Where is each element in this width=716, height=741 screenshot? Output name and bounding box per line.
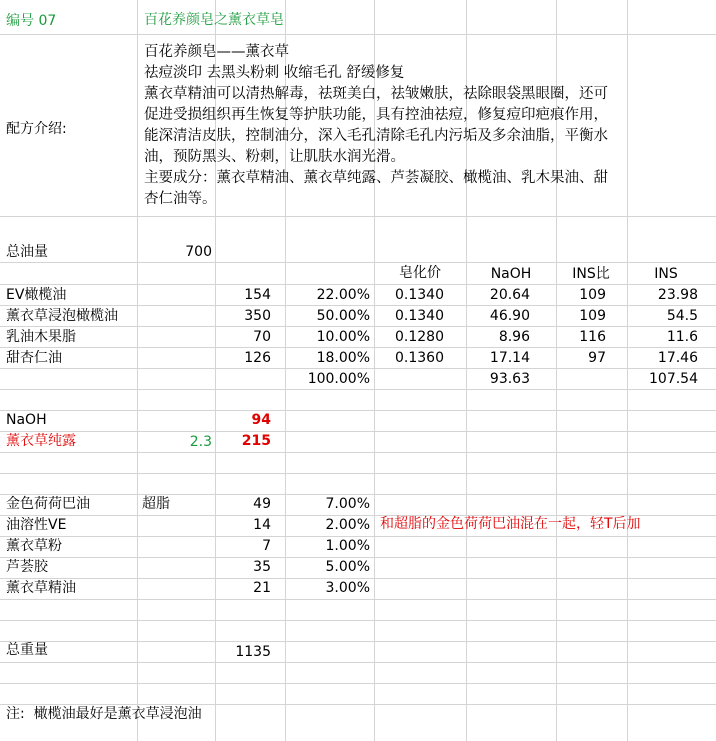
row-gridline xyxy=(0,368,716,369)
oil-sap-value[interactable]: 0.1340 xyxy=(395,287,444,303)
additive-percent[interactable]: 7.00% xyxy=(325,496,370,512)
recipe-id[interactable]: 编号 07 xyxy=(6,13,57,29)
oil-percent[interactable]: 22.00% xyxy=(316,287,370,303)
recipe-line: 祛痘淡印 去黑头粉刺 收缩毛孔 舒缓修复 xyxy=(144,65,405,81)
additive-percent[interactable]: 2.00% xyxy=(325,517,370,533)
header-sap[interactable]: 皂化价 xyxy=(399,265,441,281)
row-gridline xyxy=(0,641,716,642)
total-weight-value[interactable]: 1135 xyxy=(235,644,271,660)
row-gridline xyxy=(0,683,716,684)
oil-naoh[interactable]: 46.90 xyxy=(489,308,530,324)
header-ins[interactable]: INS xyxy=(654,266,678,282)
row-gridline xyxy=(0,305,716,306)
column-gridline xyxy=(137,0,138,741)
total-pct[interactable]: 100.00% xyxy=(307,371,370,387)
additive-grams[interactable]: 49 xyxy=(253,496,271,512)
oil-sap-value[interactable]: 0.1360 xyxy=(395,350,444,366)
oil-naoh[interactable]: 8.96 xyxy=(498,329,530,345)
additive-name[interactable]: 薰衣草精油 xyxy=(6,580,76,596)
oil-name[interactable]: 甜杏仁油 xyxy=(6,350,62,366)
additive-percent[interactable]: 1.00% xyxy=(325,538,370,554)
oil-name[interactable]: 乳油木果脂 xyxy=(6,329,76,345)
footnote[interactable]: 注: 橄榄油最好是薰衣草浸泡油 xyxy=(6,706,202,722)
row-gridline xyxy=(0,216,716,217)
oil-grams[interactable]: 126 xyxy=(244,350,271,366)
recipe-label[interactable]: 配方介绍: xyxy=(6,121,67,137)
recipe-line: 油，预防黑头、粉刺，让肌肤水润光滑。 xyxy=(144,149,405,165)
additive-name[interactable]: 薰衣草粉 xyxy=(6,538,62,554)
oil-ins-ratio[interactable]: 109 xyxy=(579,287,606,303)
row-gridline xyxy=(0,662,716,663)
total-oil-label[interactable]: 总油量 xyxy=(6,244,48,260)
total-ins[interactable]: 107.54 xyxy=(649,371,698,387)
oil-ins[interactable]: 17.46 xyxy=(657,350,698,366)
recipe-line: 杏仁油等。 xyxy=(144,191,217,207)
oil-ins-ratio[interactable]: 97 xyxy=(588,350,606,366)
oil-grams[interactable]: 154 xyxy=(244,287,271,303)
additive-name[interactable]: 金色荷荷巴油 xyxy=(6,496,90,512)
row-gridline xyxy=(0,620,716,621)
oil-naoh[interactable]: 17.14 xyxy=(489,350,530,366)
row-gridline xyxy=(0,284,716,285)
additive-grams[interactable]: 21 xyxy=(253,580,271,596)
additive-note[interactable]: 和超脂的金色荷荷巴油混在一起，轻T后加 xyxy=(380,516,641,532)
additive-percent[interactable]: 3.00% xyxy=(325,580,370,596)
additive-note-tag[interactable]: 超脂 xyxy=(142,496,170,512)
oil-grams[interactable]: 70 xyxy=(253,329,271,345)
row-gridline xyxy=(0,410,716,411)
oil-ins-ratio[interactable]: 116 xyxy=(579,329,606,345)
oil-ins[interactable]: 23.98 xyxy=(657,287,698,303)
row-gridline xyxy=(0,473,716,474)
hydrosol-value[interactable]: 215 xyxy=(241,433,271,449)
recipe-line: 薰衣草精油可以清热解毒，祛斑美白，祛皱嫩肤，祛除眼袋黑眼圈，还可 xyxy=(144,86,608,102)
header-naoh[interactable]: NaOH xyxy=(490,266,532,282)
oil-sap-value[interactable]: 0.1280 xyxy=(395,329,444,345)
recipe-line: 主要成分：薰衣草精油、薰衣草纯露、芦荟凝胶、橄榄油、乳木果油、甜 xyxy=(144,170,608,186)
row-gridline xyxy=(0,326,716,327)
additive-grams[interactable]: 14 xyxy=(253,517,271,533)
oil-percent[interactable]: 18.00% xyxy=(316,350,370,366)
row-gridline xyxy=(0,262,716,263)
hydrosol-ratio[interactable]: 2.3 xyxy=(189,434,212,450)
oil-ins-ratio[interactable]: 109 xyxy=(579,308,606,324)
additive-name[interactable]: 油溶性VE xyxy=(6,517,67,533)
row-gridline xyxy=(0,34,716,35)
oil-name[interactable]: 薰衣草浸泡橄榄油 xyxy=(6,308,118,324)
row-gridline xyxy=(0,452,716,453)
header-ins-ratio[interactable]: INS比 xyxy=(572,266,610,282)
row-gridline xyxy=(0,347,716,348)
oil-percent[interactable]: 10.00% xyxy=(316,329,370,345)
recipe-line: 百花养颜皂——薰衣草 xyxy=(144,44,289,60)
recipe-line: 能深清洁皮肤，控制油分，深入毛孔清除毛孔内污垢及多余油脂，平衡水 xyxy=(144,128,608,144)
recipe-line: 促进受损组织再生恢复等护肤功能，具有控油祛痘，修复痘印疤痕作用， xyxy=(144,107,608,123)
total-weight-label[interactable]: 总重量 xyxy=(6,642,48,658)
additive-grams[interactable]: 35 xyxy=(253,559,271,575)
row-gridline xyxy=(0,389,716,390)
additive-name[interactable]: 芦荟胶 xyxy=(6,559,48,575)
oil-percent[interactable]: 50.00% xyxy=(316,308,370,324)
oil-sap-value[interactable]: 0.1340 xyxy=(395,308,444,324)
oil-name[interactable]: EV橄榄油 xyxy=(6,287,67,303)
row-gridline xyxy=(0,599,716,600)
oil-grams[interactable]: 350 xyxy=(244,308,271,324)
recipe-title[interactable]: 百花养颜皂之薰衣草皂 xyxy=(144,12,284,28)
oil-ins[interactable]: 11.6 xyxy=(666,329,698,345)
hydrosol-label[interactable]: 薰衣草纯露 xyxy=(6,433,76,449)
oil-naoh[interactable]: 20.64 xyxy=(489,287,530,303)
additive-grams[interactable]: 7 xyxy=(262,538,271,554)
oil-ins[interactable]: 54.5 xyxy=(666,308,698,324)
total-oil-value[interactable]: 700 xyxy=(185,244,212,260)
naoh-label[interactable]: NaOH xyxy=(6,412,47,428)
recipe-description[interactable] xyxy=(144,42,704,210)
total-naoh[interactable]: 93.63 xyxy=(489,371,530,387)
row-gridline xyxy=(0,431,716,432)
naoh-value[interactable]: 94 xyxy=(251,412,271,428)
additive-percent[interactable]: 5.00% xyxy=(325,559,370,575)
